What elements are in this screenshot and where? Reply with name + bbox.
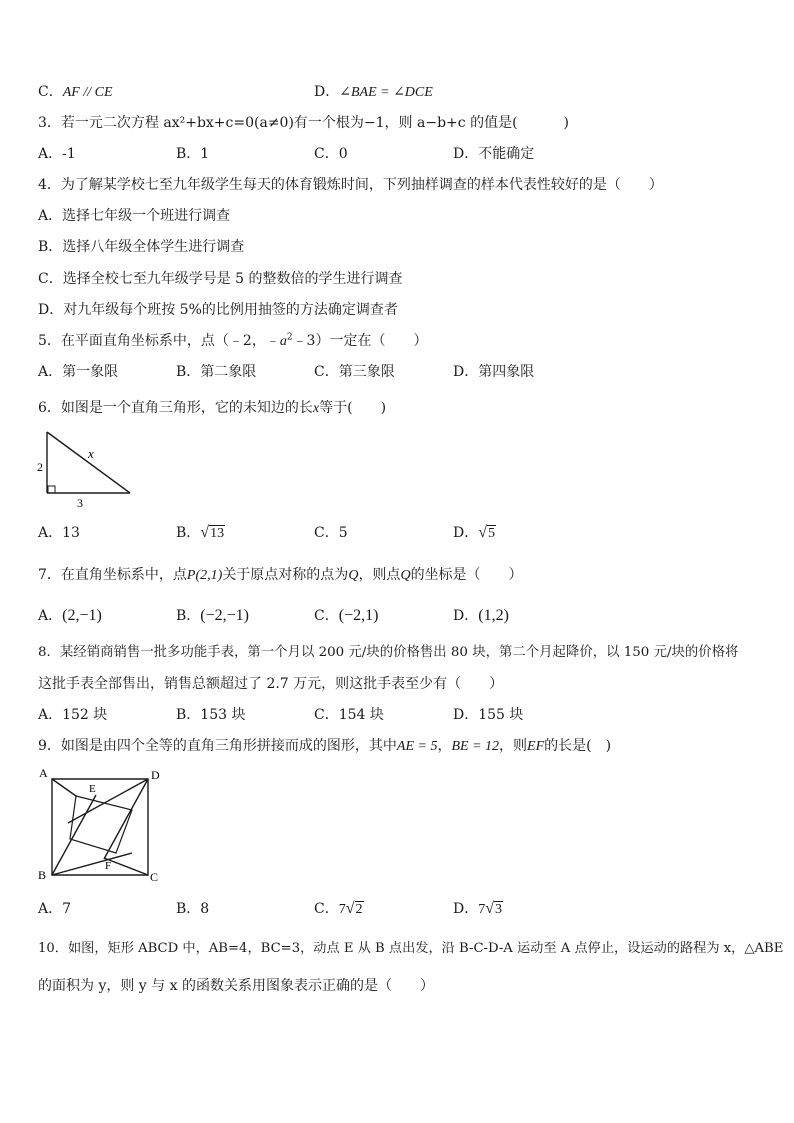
q9-option-d-coef: 7 — [478, 902, 486, 917]
q9-option-c — [314, 900, 364, 919]
q6-label-horizontal: 3 — [77, 496, 83, 510]
q6-option-d-radicand: 5 — [488, 526, 496, 541]
q9-option-a — [38, 900, 71, 918]
q9-label-c: C — [150, 870, 159, 884]
q4-option-c: C．选择全校七至九年级学号是 5 的整数倍的学生进行调查 — [38, 271, 403, 287]
q9-square-figure — [34, 765, 168, 885]
q7-option-d-value: (1,2) — [478, 607, 509, 624]
q7-option-a-value: (2,−1) — [62, 607, 102, 624]
q6-option-d-label: D． — [453, 525, 479, 541]
q4-option-d: D．对九年级每个班按 5%的比例用抽签的方法确定调查者 — [38, 302, 398, 318]
q5-stem-b: ﹣3）一定在（ ） — [292, 333, 428, 349]
q9-ef: EF — [527, 739, 545, 754]
q2-option-d-label: D． — [314, 84, 340, 100]
q2-option-c — [38, 83, 113, 102]
q9-option-d-radicand: 3 — [495, 902, 503, 917]
q8-stem-line2: 这批手表全部售出，销售总额超过了 2.7 万元，则这批手表至少有（ ） — [38, 676, 504, 692]
q7-option-b-value: (−2,−1) — [200, 607, 249, 624]
q7-stem-b: 关于原点对称的点为 — [222, 567, 349, 583]
q7-option-c — [314, 607, 378, 625]
q6-label-vertical: 2 — [37, 460, 43, 474]
q9-option-c-coef: 7 — [338, 902, 346, 917]
q7-option-b-label: B． — [176, 608, 201, 624]
q9-option-c-radicand: 2 — [355, 902, 363, 917]
q6-stem-a: 6．如图是一个直角三角形，它的未知边的长 — [38, 400, 313, 416]
q9-option-d-label: D． — [453, 901, 479, 917]
q5-option-a: A．第一象限 — [38, 364, 119, 380]
q7-option-a-label: A． — [38, 608, 63, 624]
q9-be: BE = 12 — [451, 739, 500, 754]
q6-triangle-figure — [34, 428, 134, 510]
q7-stem-c: ，则点 — [358, 567, 401, 583]
q7-option-d — [453, 607, 509, 625]
q6-label-hypotenuse: x — [88, 446, 94, 461]
q7-option-c-value: (−2,1) — [338, 607, 379, 624]
q9-option-b — [176, 900, 209, 918]
q9-option-d — [453, 900, 503, 919]
q8-option-a: A．152 块 — [38, 707, 108, 723]
q6-option-a — [38, 524, 80, 542]
q3-option-a: A．-1 — [38, 146, 76, 162]
q6-option-d — [453, 524, 496, 543]
q9-label-f: F — [105, 860, 112, 872]
q9-ae: AE = 5 — [396, 739, 438, 754]
q6-stem — [38, 399, 386, 418]
q3-stem-text: 3．若一元二次方程 ax²+bx+c=0(a≠0)有一个根为−1，则 a−b+c 的值是( — [38, 115, 518, 131]
q6-option-b-radicand: 13 — [210, 526, 225, 541]
q2-option-d-math: ∠BAE = ∠DCE — [339, 85, 433, 100]
q6-stem-b: 等于( ) — [319, 400, 387, 416]
q9-option-a-label: A． — [38, 901, 63, 917]
q9-option-a-value: 7 — [62, 901, 72, 917]
q9-segment-ae — [52, 779, 76, 796]
q6-option-d-sqrt: √5 — [478, 524, 496, 541]
q9-option-c-sqrt: 7√2 — [338, 900, 363, 917]
q6-option-b — [176, 524, 225, 543]
q3-stem-close: ) — [563, 115, 569, 131]
q7-stem-d: 的坐标是（ ） — [410, 567, 523, 583]
q9-option-d-sqrt: 7√3 — [478, 900, 503, 917]
q6-option-c-label: C． — [314, 525, 339, 541]
q7-stem-a: 7．在直角坐标系中，点 — [38, 567, 187, 583]
q7-point-q2: Q — [400, 568, 411, 583]
q6-option-c-value: 5 — [338, 525, 348, 541]
q2-option-c-label: C． — [38, 84, 63, 100]
q7-option-d-label: D． — [453, 608, 479, 624]
q9-stem — [38, 737, 611, 756]
q5-option-b: B．第二象限 — [176, 364, 257, 380]
q9-option-b-value: 8 — [200, 901, 210, 917]
q7-point-q: Q — [348, 568, 359, 583]
q6-option-b-label: B． — [176, 525, 201, 541]
q7-stem — [38, 566, 523, 585]
q9-outer-square — [52, 779, 148, 875]
q7-option-c-label: C． — [314, 608, 339, 624]
q9-stem-c: 的长是( ) — [544, 738, 612, 754]
q9-label-a: A — [39, 766, 48, 780]
q8-option-c: C．154 块 — [314, 707, 384, 723]
q5-stem-var: a — [279, 334, 287, 349]
q10-stem-line1: 10．如图，矩形 ABCD 中，AB=4，BC=3，动点 E 从 B 点出发，沿 B-C-D-A 运动至 A 点停止，设运动的路程为 x，△ABE — [38, 941, 784, 956]
q3-option-c: C．0 — [314, 146, 348, 162]
q10-stem-line2: 的面积为 y，则 y 与 x 的函数关系用图象表示正确的是（ ） — [38, 978, 434, 994]
q8-stem-line1: 8．某经销商销售一批多功能手表，第一个月以 200 元/块的价格售出 80 块，第二个月起降价，以 150 元/块的价格将 — [38, 645, 739, 660]
q6-option-c — [314, 524, 348, 542]
q9-label-e: E — [89, 783, 96, 795]
q5-option-c: C．第三象限 — [314, 364, 395, 380]
q9-label-d: D — [151, 768, 160, 782]
q9-label-b: B — [38, 868, 47, 882]
q9-stem-b: ，则 — [499, 738, 528, 754]
q2-option-c-math: AF // CE — [62, 85, 113, 100]
q6-triangle-hypotenuse — [47, 432, 130, 493]
q2-option-d — [314, 83, 433, 102]
q6-option-a-value: 13 — [62, 525, 80, 541]
q3-option-d: D．不能确定 — [453, 146, 535, 162]
q5-stem — [38, 332, 427, 351]
q7-option-b — [176, 607, 249, 625]
q7-option-a — [38, 607, 102, 625]
q8-option-d: D．155 块 — [453, 707, 524, 723]
q9-option-c-label: C． — [314, 901, 339, 917]
q9-option-b-label: B． — [176, 901, 201, 917]
q6-right-angle-marker — [48, 486, 55, 493]
q4-option-a: A．选择七年级一个班进行调查 — [38, 208, 231, 224]
q6-option-a-label: A． — [38, 525, 63, 541]
q9-sep: ， — [437, 738, 452, 754]
q6-option-b-sqrt: √13 — [200, 524, 225, 541]
q5-stem-sup: 2 — [286, 332, 293, 343]
q3-option-b: B．1 — [176, 146, 210, 162]
q4-option-b: B．选择八年级全体学生进行调查 — [38, 239, 245, 255]
q4-stem: 4．为了解某学校七至九年级学生每天的体育锻炼时间，下列抽样调查的样本代表性较好的是（ ） — [38, 177, 663, 193]
q3-stem — [38, 114, 569, 132]
q5-stem-a: 5．在平面直角坐标系中，点（﹣2，﹣ — [38, 333, 280, 349]
q5-option-d: D．第四象限 — [453, 364, 535, 380]
q9-stem-a: 9．如图是由四个全等的直角三角形拼接而成的图形，其中 — [38, 738, 397, 754]
q6-stem-var: x — [312, 401, 320, 416]
q7-point-p: P(2,1) — [186, 568, 223, 583]
q8-option-b: B．153 块 — [176, 707, 246, 723]
